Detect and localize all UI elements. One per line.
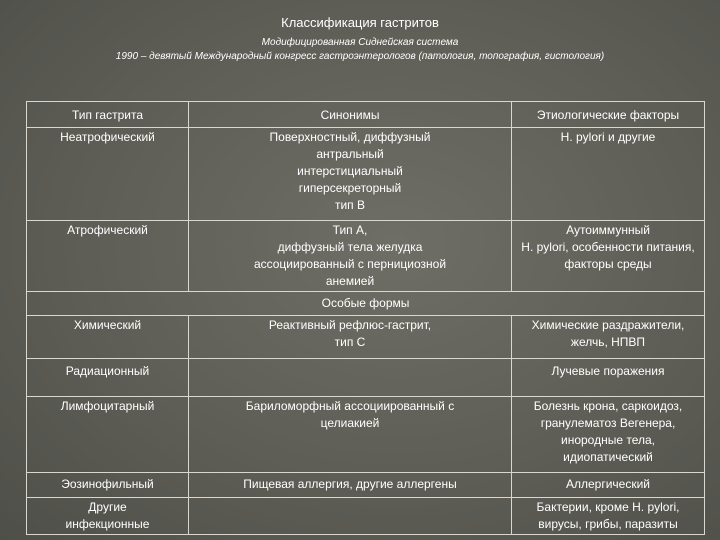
table-row — [27, 221, 705, 292]
cell-line: факторы среды — [564, 257, 652, 271]
slide-title: Классификация гастритов — [281, 15, 439, 30]
cell-line: ассоциированный с пернициозной — [253, 257, 447, 271]
synonyms-cell — [189, 221, 512, 292]
slide-subtitle-congress: 1990 – девятый Международный конгресс гастроэнтерологов (патология, топография, гистология) — [115, 51, 605, 62]
cell-line: Поверхностный, диффузный — [269, 130, 431, 144]
column-header-type: Тип гастрита — [27, 102, 189, 128]
cell-line: анемией — [325, 274, 375, 288]
etiology-cell — [512, 221, 705, 292]
table-header-row — [27, 102, 705, 128]
cell-line: Лимфоцитарный — [60, 399, 155, 413]
cell-line: Аутоиммунный — [566, 223, 650, 237]
gastritis-type-cell — [27, 359, 189, 397]
gastritis-type-cell — [27, 473, 189, 498]
cell-line: Пищевая аллергия, другие аллергены — [243, 477, 457, 491]
column-header-etiology: Этиологические факторы — [512, 102, 705, 128]
table-row — [27, 397, 705, 473]
cell-line: Тип А, — [332, 223, 368, 237]
synonyms-cell — [189, 473, 512, 498]
cell-line: Бактерии, кроме H. pylori, — [536, 500, 680, 514]
special-forms-label: Особые формы — [27, 292, 705, 316]
synonyms-cell — [189, 359, 512, 397]
cell-line: инородные тела, — [561, 433, 655, 447]
table-row — [27, 473, 705, 498]
cell-line: идиопатический — [563, 450, 653, 464]
cell-line: Реактивный рефлюс-гастрит, — [268, 318, 432, 332]
cell-line: H. pylori и другие — [560, 130, 656, 144]
table-row — [27, 359, 705, 397]
etiology-cell — [512, 316, 705, 359]
gastritis-type-cell — [27, 316, 189, 359]
synonyms-cell — [189, 128, 512, 221]
gastritis-type-cell — [27, 498, 189, 535]
table-row — [27, 498, 705, 535]
cell-line: Химические раздражители, — [531, 318, 685, 332]
etiology-cell — [512, 397, 705, 473]
cell-line: диффузный тела желудка — [277, 240, 423, 254]
etiology-cell — [512, 473, 705, 498]
slide-subtitle-system: Модифицированная Сиднейская система — [261, 37, 459, 48]
synonyms-cell — [189, 316, 512, 359]
cell-line: Болезнь крона, саркоидоз, — [533, 399, 683, 413]
cell-line: Аллергический — [565, 477, 651, 491]
cell-line: Радиационный — [65, 364, 150, 378]
cell-line: целиакией — [320, 416, 380, 430]
cell-line: антральный — [316, 147, 384, 161]
cell-line: желчь, НПВП — [570, 335, 646, 349]
column-header-synonyms: Синонимы — [189, 102, 512, 128]
table-row — [27, 316, 705, 359]
cell-line: Химический — [73, 318, 142, 332]
synonyms-cell — [189, 498, 512, 535]
cell-line: Лучевые поражения — [551, 364, 665, 378]
gastritis-type-cell: Неатрофический — [27, 128, 189, 221]
cell-line: Бариломорфный ассоциированный с — [245, 399, 455, 413]
table-row — [27, 128, 705, 221]
etiology-cell — [512, 498, 705, 535]
gastritis-type-cell — [27, 397, 189, 473]
etiology-cell — [512, 128, 705, 221]
cell-line: интерстициальный — [297, 164, 403, 178]
cell-line: Эозинофильный — [61, 477, 154, 491]
etiology-cell — [512, 359, 705, 397]
special-forms-row — [27, 292, 705, 316]
cell-line: Другие — [88, 500, 127, 514]
cell-line: гранулематоз Вегенера, — [540, 416, 676, 430]
cell-line: вирусы, грибы, паразиты — [538, 517, 678, 531]
gastritis-classification-table — [26, 101, 705, 535]
cell-line: тип С — [334, 335, 366, 349]
gastritis-type-cell: Атрофический — [27, 221, 189, 292]
synonyms-cell — [189, 397, 512, 473]
cell-line: гиперсекреторный — [298, 181, 402, 195]
cell-line: инфекционные — [65, 517, 150, 531]
cell-line: H. pylori, особенности питания, — [521, 240, 695, 254]
cell-line: тип В — [334, 198, 366, 212]
